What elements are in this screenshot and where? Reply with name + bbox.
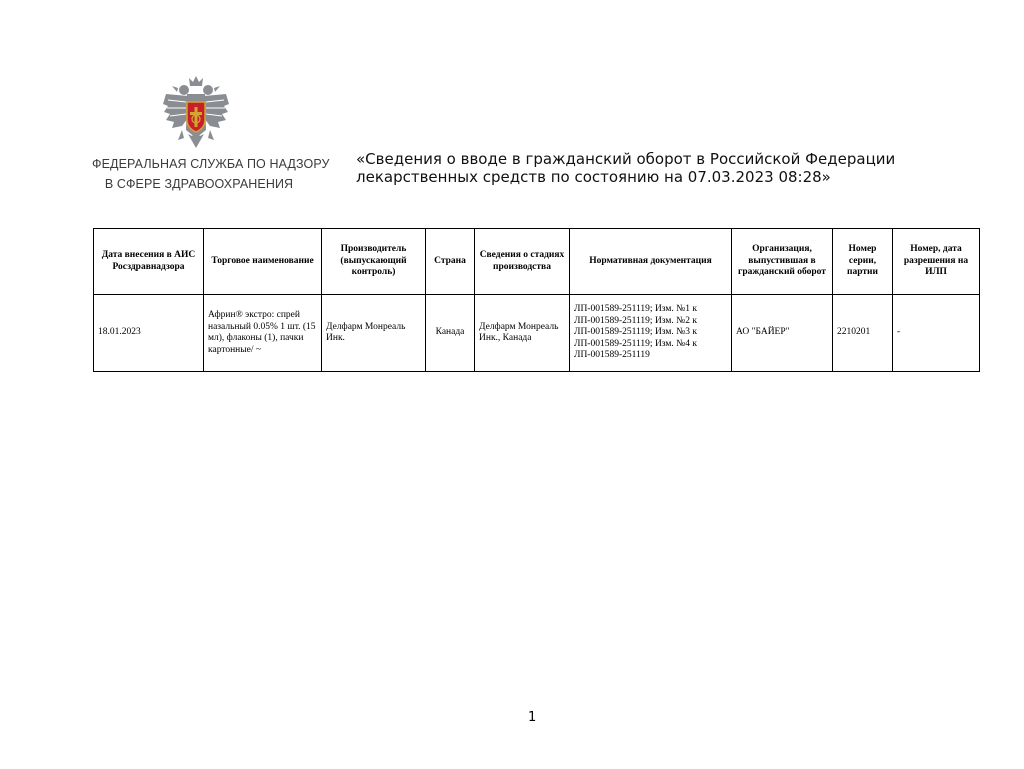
cell-date: 18.01.2023 [94, 295, 204, 372]
header-trade-name: Торговое наименование [204, 229, 322, 295]
regulatory-doc-line: ЛП-001589-251119 [574, 350, 650, 361]
eagle-emblem-icon [160, 74, 232, 154]
document-title-line2: лекарственных средств по состоянию на 07.03.2023 08:28» [356, 168, 831, 186]
cell-production-stages: Делфарм Монреаль Инк., Канада [475, 295, 570, 372]
header-date: Дата внесения в АИС Росздравнадзора [94, 229, 204, 295]
header-production-stages: Сведения о стадиях производства [475, 229, 570, 295]
regulatory-doc-line: ЛП-001589-251119; Изм. №4 к [574, 338, 697, 349]
regulatory-doc-line: ЛП-001589-251119; Изм. №2 к [574, 315, 697, 326]
cell-permit: - [893, 295, 980, 372]
cell-trade-name: Африн® экстро: спрей назальный 0.05% 1 шт. (15 мл), флаконы (1), пачки картонные/ ~ [204, 295, 322, 372]
cell-batch-number: 2210201 [833, 295, 893, 372]
header-organization: Организация, выпустившая в гражданский оборот [732, 229, 833, 295]
table-header-row [94, 229, 980, 295]
table-row [94, 295, 980, 372]
drug-circulation-table [93, 228, 980, 372]
cell-regulatory-docs [570, 295, 732, 372]
header-permit: Номер, дата разрешения на ИЛП [893, 229, 980, 295]
regulatory-doc-line: ЛП-001589-251119; Изм. №1 к [574, 304, 697, 315]
org-name-line1: ФЕДЕРАЛЬНАЯ СЛУЖБА ПО НАДЗОРУ [92, 157, 330, 171]
header-batch-number: Номер серии, партии [833, 229, 893, 295]
page-number: 1 [528, 710, 537, 725]
cell-manufacturer: Делфарм Монреаль Инк. [322, 295, 426, 372]
header-country: Страна [426, 229, 475, 295]
regulatory-doc-line: ЛП-001589-251119; Изм. №3 к [574, 327, 697, 338]
document-title-line1: «Сведения о вводе в гражданский оборот в Российской Федерации [356, 150, 896, 168]
header-manufacturer: Производитель (выпускающий контроль) [322, 229, 426, 295]
org-name-line2: В СФЕРЕ ЗДРАВООХРАНЕНИЯ [104, 177, 294, 191]
cell-organization: АО "БАЙЕР" [732, 295, 833, 372]
cell-country: Канада [426, 295, 475, 372]
header-regulatory-docs: Нормативная документация [570, 229, 732, 295]
